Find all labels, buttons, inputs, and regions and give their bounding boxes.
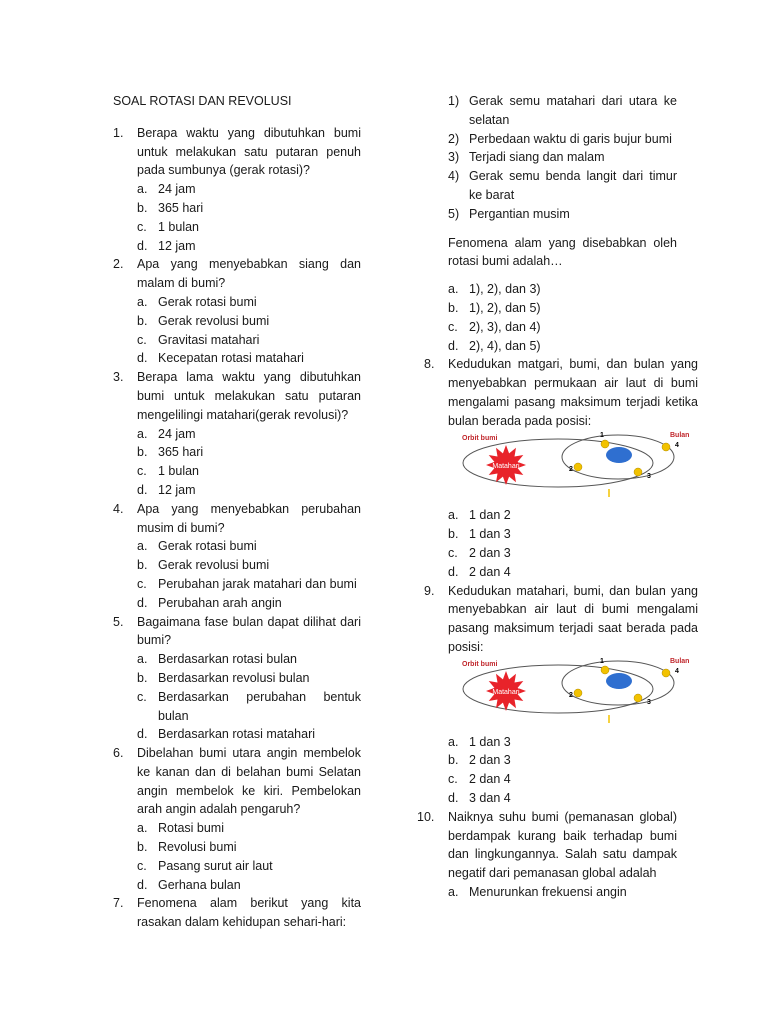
option-a[interactable] (137, 650, 361, 669)
option-text: 2), 3), dan 4) (469, 319, 541, 334)
option-b[interactable] (448, 525, 698, 544)
option-text: Berdasarkan perubahan bentuk bulan (158, 689, 361, 723)
question-8 (424, 355, 698, 581)
option-label: c. (448, 319, 458, 334)
option-label: b. (137, 840, 148, 855)
option-text: Menurunkan frekuensi angin (469, 884, 627, 899)
option-b[interactable] (448, 751, 698, 770)
options-list (137, 537, 361, 612)
question-2 (113, 255, 361, 368)
option-a[interactable] (448, 883, 677, 902)
options-list (424, 280, 677, 355)
list-item (448, 167, 677, 205)
option-d[interactable] (137, 349, 361, 368)
option-text: Perubahan arah angin (158, 595, 282, 610)
option-text: Gerak rotasi bumi (158, 539, 257, 554)
moon-label: Bulan (670, 657, 690, 665)
option-text: Gerhana bulan (158, 877, 241, 892)
moon-position-3 (634, 694, 642, 702)
question-number: 5. (113, 614, 124, 629)
question-1 (113, 124, 361, 256)
option-label: b. (137, 558, 148, 573)
item-label: 1) (448, 94, 460, 108)
position-label: 2 (569, 691, 573, 699)
question-3 (113, 368, 361, 500)
question-4 (113, 500, 361, 613)
option-b[interactable] (137, 312, 361, 331)
option-label: a. (137, 821, 148, 836)
question-7-items (424, 92, 677, 224)
option-text: Berdasarkan rotasi bulan (158, 652, 297, 667)
option-label: d. (137, 351, 148, 366)
option-label: a. (137, 652, 148, 667)
item-text: Gerak semu matahari dari utara ke selatan (469, 94, 677, 127)
option-label: a. (137, 294, 148, 309)
option-text: 2 dan 4 (469, 772, 511, 787)
position-label: 3 (647, 698, 651, 706)
option-d[interactable] (448, 337, 677, 356)
option-c[interactable] (137, 575, 361, 594)
option-text: 1 dan 2 (469, 508, 511, 523)
option-text: Gerak rotasi bumi (158, 294, 257, 309)
moon-position-2 (574, 463, 582, 471)
item-label: 3) (448, 150, 460, 165)
option-text: 1), 2), dan 3) (469, 282, 541, 297)
moon-label: Bulan (670, 431, 690, 439)
option-label: a. (137, 539, 148, 554)
question-number: 7. (113, 896, 124, 911)
option-text: 12 jam (158, 238, 196, 253)
position-label: 3 (647, 472, 651, 480)
option-label: d. (137, 482, 148, 497)
option-text: Gerak revolusi bumi (158, 313, 270, 328)
option-text: 365 hari (158, 445, 204, 460)
option-a[interactable] (448, 733, 698, 752)
option-c[interactable] (137, 331, 361, 350)
option-a[interactable] (137, 293, 361, 312)
option-a[interactable] (448, 280, 677, 299)
question-number: 2. (113, 257, 124, 272)
option-text: Kecepatan rotasi matahari (158, 351, 304, 366)
item-label: 2) (448, 131, 460, 146)
option-label: d. (448, 338, 459, 353)
option-d[interactable] (448, 563, 698, 582)
moon-position-1 (601, 440, 609, 448)
option-text: Berdasarkan revolusi bulan (158, 670, 310, 685)
option-label: b. (137, 670, 148, 685)
question-number: 8. (424, 357, 435, 372)
question-text: Bagaimana fase bulan dapat dilihat dari bumi? (137, 614, 361, 648)
options-list (137, 650, 361, 744)
option-label: d. (137, 727, 148, 742)
item-label: 4) (448, 169, 460, 184)
list-item (448, 92, 677, 130)
item-text: Terjadi siang dan malam (469, 150, 605, 165)
orbit-label: Orbit bumi (462, 660, 498, 668)
orbit-label: Orbit bumi (462, 434, 498, 442)
question-number: 3. (113, 370, 124, 385)
sun-label: Matahari (492, 462, 520, 470)
option-text: Revolusi bumi (158, 840, 237, 855)
question-text: Naiknya suhu bumi (pemanasan global) berdampak kurang baik terhadap bumi dan lingkungannya. Salah satu dampak negatif dari pemanasan global adalah (448, 809, 677, 881)
question-number: 6. (113, 746, 124, 761)
earth-shape (606, 673, 632, 689)
option-text: 3 dan 4 (469, 790, 511, 805)
option-text: 1 dan 3 (469, 734, 511, 749)
question-text: Apa yang menyebabkan siang dan malam di bumi? (137, 257, 361, 291)
option-text: 24 jam (158, 426, 196, 441)
option-text: Gravitasi matahari (158, 332, 260, 347)
question-6 (113, 744, 361, 894)
option-a[interactable] (137, 819, 361, 838)
option-label: a. (448, 508, 459, 523)
option-text: 1 bulan (158, 464, 200, 479)
option-text: 2 dan 3 (469, 545, 511, 560)
orbit-diagram (448, 431, 698, 501)
question-number: 1. (113, 125, 124, 140)
list-item (448, 148, 677, 167)
option-text: 2), 4), dan 5) (469, 338, 541, 353)
option-d[interactable] (137, 725, 361, 744)
question-number: 9. (424, 583, 435, 598)
option-label: a. (137, 426, 148, 441)
option-label: b. (448, 300, 459, 315)
option-d[interactable] (137, 594, 361, 613)
option-label: d. (137, 595, 148, 610)
left-column (113, 92, 361, 932)
option-text: 24 jam (158, 182, 196, 197)
option-text: 2 dan 4 (469, 564, 511, 579)
item-label: 5) (448, 206, 460, 221)
position-label: 4 (675, 441, 679, 449)
option-label: d. (137, 238, 148, 253)
options-list (137, 819, 361, 894)
question-text: Kedudukan matgari, bumi, dan bulan yang menyebabkan permukaan air laut di bumi mengalami pasang maksimum terjadi ketika bulan berada pada posisi: (448, 357, 698, 428)
option-label: c. (137, 219, 147, 234)
question-text: Apa yang menyebabkan perubahan musim di bumi? (137, 501, 361, 535)
options-list (137, 293, 361, 368)
option-text: 2 dan 3 (469, 753, 511, 768)
options-list (448, 883, 677, 902)
question-text: Fenomena alam berikut yang kita rasakan dalam kehidupan sehari-hari: (137, 896, 361, 930)
option-text: 1 bulan (158, 219, 200, 234)
moon-position-2 (574, 689, 582, 697)
option-c[interactable] (137, 857, 361, 876)
option-d[interactable] (137, 481, 361, 500)
option-a[interactable] (448, 506, 698, 525)
option-b[interactable] (137, 443, 361, 462)
moon-position-4 (662, 669, 670, 677)
option-text: 365 hari (158, 200, 204, 215)
sun-label: Matahari (492, 688, 520, 696)
option-a[interactable] (137, 537, 361, 556)
option-label: c. (137, 576, 147, 591)
question-9 (424, 582, 698, 808)
earth-shape (606, 447, 632, 463)
options-list (137, 425, 361, 500)
option-d[interactable] (137, 237, 361, 256)
moon-position-4 (662, 443, 670, 451)
option-label: a. (448, 734, 459, 749)
option-label: b. (448, 527, 459, 542)
option-b[interactable] (137, 556, 361, 575)
option-c[interactable] (137, 688, 361, 726)
question-number: 4. (113, 501, 124, 516)
option-label: c. (137, 464, 147, 479)
option-label: b. (137, 200, 148, 215)
right-column (417, 92, 698, 902)
list-item (448, 205, 677, 224)
option-text: 1 dan 3 (469, 527, 511, 542)
option-b[interactable] (137, 669, 361, 688)
option-label: b. (137, 313, 148, 328)
option-c[interactable] (448, 318, 677, 337)
option-d[interactable] (448, 789, 698, 808)
item-text: Pergantian musim (469, 206, 570, 221)
orbit-diagram (448, 657, 698, 727)
page-title: SOAL ROTASI DAN REVOLUSI (113, 94, 292, 108)
option-label: c. (448, 772, 458, 787)
option-text: Perubahan jarak matahari dan bumi (158, 576, 357, 591)
options-list (448, 733, 698, 808)
option-label: a. (448, 884, 459, 899)
question-10 (417, 808, 677, 902)
position-label: 2 (569, 465, 573, 473)
question-number: 10. (417, 809, 435, 824)
moon-position-3 (634, 468, 642, 476)
option-c[interactable] (448, 770, 698, 789)
question-7 (113, 894, 361, 932)
list-item (448, 130, 677, 149)
question-text: Berapa lama waktu yang dibutuhkan bumi untuk melakukan satu putaran mengelilingi matahari(gerak revolusi)? (137, 370, 361, 422)
option-a[interactable] (137, 425, 361, 444)
option-label: c. (137, 689, 147, 704)
option-label: c. (137, 858, 147, 873)
option-text: 12 jam (158, 482, 196, 497)
option-a[interactable] (137, 180, 361, 199)
option-label: d. (448, 564, 459, 579)
question-text: Kedudukan matahari, bumi, dan bulan yang menyebabkan air laut di bumi mengalami pasang maksimum terjadi saat berada pada posisi: (448, 583, 698, 654)
option-label: c. (137, 332, 147, 347)
question-7-followup: Fenomena alam yang disebabkan oleh rotasi bumi adalah… (448, 235, 677, 269)
option-c[interactable] (137, 218, 361, 237)
option-c[interactable] (448, 544, 698, 563)
option-label: b. (137, 445, 148, 460)
option-label: b. (448, 753, 459, 768)
option-text: 1), 2), dan 5) (469, 300, 541, 315)
option-label: a. (448, 282, 459, 297)
option-b[interactable] (448, 299, 677, 318)
question-5 (113, 613, 361, 745)
position-label: 1 (600, 431, 604, 439)
option-b[interactable] (137, 199, 361, 218)
option-text: Rotasi bumi (158, 821, 224, 836)
option-label: d. (448, 790, 459, 805)
option-text: Pasang surut air laut (158, 858, 273, 873)
options-list (137, 180, 361, 255)
option-label: d. (137, 877, 148, 892)
option-c[interactable] (137, 462, 361, 481)
moon-position-1 (601, 666, 609, 674)
position-label: 4 (675, 667, 679, 675)
item-text: Gerak semu benda langit dari timur ke barat (469, 169, 677, 202)
option-text: Berdasarkan rotasi matahari (158, 727, 316, 742)
question-text: Dibelahan bumi utara angin membelok ke kanan dan di belahan bumi Selatan angin membelok ke kiri. Pembelokan arah angin adalah pengaruh? (137, 746, 361, 817)
option-text: Gerak revolusi bumi (158, 558, 270, 573)
item-text: Perbedaan waktu di garis bujur bumi (469, 131, 672, 146)
option-label: a. (137, 182, 148, 197)
options-list (448, 506, 698, 581)
option-label: c. (448, 545, 458, 560)
position-label: 1 (600, 657, 604, 665)
option-d[interactable] (137, 876, 361, 895)
option-b[interactable] (137, 838, 361, 857)
question-text: Berapa waktu yang dibutuhkan bumi untuk melakukan satu putaran penuh pada sumbunya (gerak rotasi)? (137, 125, 361, 178)
